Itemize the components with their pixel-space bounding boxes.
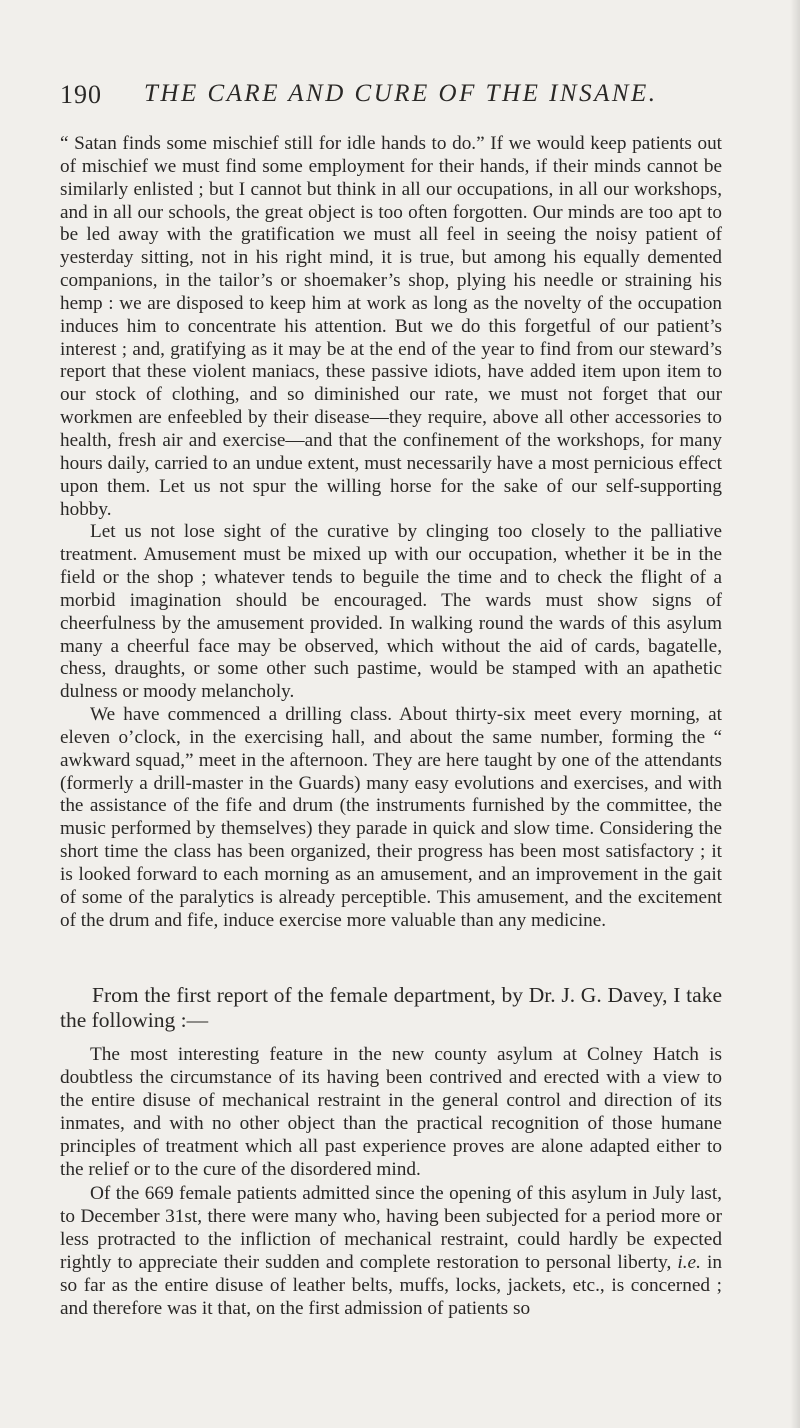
- running-header: [60, 80, 760, 114]
- report-intro: [60, 983, 722, 1033]
- paragraph-drilling-class: We have commenced a drilling class. About thirty-six meet every morning, at eleven o’clock, in the exercising hall, and about the same number, forming the “ awkward squad,” meet in the afternoon. They are here taught by one of the attendants (formerly a drill-master in the Guards) many easy evolutions and exercises, and with the assistance of the fife and drum (the instruments furnished by the committee, the music performed by themselves) they parade in quick and slow time. Considering the short time the class has been organized, their progress has been most satisfactory ; it is looked forward to each morning as an amusement, and an improvement in the gait of some of the paralytics is already perceptible. This amusement, and the excitement of the drum and fife, induce exercise more valuable than any medicine.: [60, 704, 722, 931]
- report-intro-text: From the first report of the female department, by Dr. J. G. Davey, I take the following :—: [60, 983, 722, 1032]
- paragraph-colney-hatch: The most interesting feature in the new county asylum at Colney Hatch is doubtless the circumstance of its having been contrived and erected with a view to the entire disuse of mechanical restraint in the general control and direction of its inmates, and with no other object than the practical recognition of those humane principles of treatment which all past experience proves are alone adapted either to the relief or to the cure of the disordered mind.: [60, 1044, 722, 1181]
- page-number: 190: [60, 80, 102, 109]
- page-edge-shadow: [790, 0, 800, 1428]
- running-title: THE CARE AND CURE OF THE INSANE.: [144, 80, 658, 107]
- report-extract: [60, 1043, 722, 1320]
- paragraph-amusement: Let us not lose sight of the curative by clinging too closely to the palliative treatment. Amusement must be mixed up with our occupation, whether it be in the field or the shop ; whatever tends to beguile the time and to check the flight of a morbid imagination should be encouraged. The wards must show signs of cheerfulness by the amusement provided. In walking round the wards of this asylum many a cheerful face may be observed, which without the aid of cards, bagatelle, chess, draughts, or some other such pastime, would be stamped with an apathetic dulness or moody melancholy.: [60, 521, 722, 703]
- main-text: [60, 133, 722, 933]
- paragraph-satan: “ Satan finds some mischief still for idle hands to do.” If we would keep patients out of mischief we must find some employment for their hands, if their minds cannot be similarly enlisted ; but I cannot but think in all our occupations, in all our workshops, and in all our schools, the great object is too often forgotten. Our minds are too apt to be led away with the gratification we must all feel in seeing the noisy patient of yesterday sitting, not in his right mind, it is true, but among his equally demented companions, in the tailor’s or shoemaker’s shop, plying his needle or straining his hemp : we are disposed to keep him at work as long as the novelty of the occupation induces him to concentrate his attention. But we do this forgetful of our patient’s interest ; and, gratifying as it may be at the end of the year to find from our steward’s report that these violent maniacs, these passive idiots, have added item upon item to our stock of clothing, and so diminished our rate, we must not forget that our workmen are enfeebled by their disease—they require, above all other accessories to health, fresh air and exercise—and that the confinement of the workshops, for many hours daily, carried to an undue extent, must necessarily have a most pernicious effect upon them. Let us not spur the willing horse for the sake of our self-supporting hobby.: [60, 133, 722, 520]
- paragraph-female-patients: Of the 669 female patients admitted since the opening of this asylum in July last, to December 31st, there were many who, having been subjected for a period more or less protracted to the infliction of mechanical restraint, could hardly be expected rightly to appreciate their sudden and complete restoration to personal liberty, i.e. in so far as the entire disuse of leather belts, muffs, locks, jackets, etc., is concerned ; and therefore was it that, on the first admission of patients so: [60, 1182, 722, 1320]
- abbreviation-ie: i.e.: [677, 1251, 701, 1273]
